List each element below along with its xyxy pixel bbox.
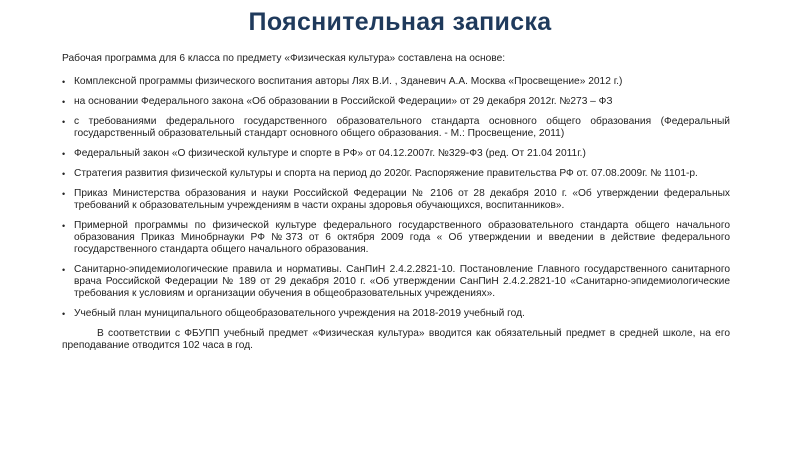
list-item-text: на основании Федерального закона «Об образовании в Российской Федерации» от 29 декабря 2012г. №273 – ФЗ xyxy=(74,96,613,107)
bullet-icon: • xyxy=(62,169,66,179)
closing-paragraph: В соответствии с ФБУПП учебный предмет «Физическая культура» вводится как обязательный предмет в средней школе, на его преподавание отводится 102 часа в год. xyxy=(62,328,730,351)
list-item xyxy=(62,148,730,160)
list-item-text: Примерной программы по физической культуре федерального государственного образовательного стандарта общего начального образования Приказ Минобрнауки РФ №373 от 6 октября 2009 года « Об утверждении и введении в действие федерального государственного стандарта общего начального образования. xyxy=(74,220,730,255)
bullet-icon: • xyxy=(62,221,66,231)
list-item xyxy=(62,116,730,140)
bullet-icon: • xyxy=(62,265,66,275)
bullet-icon: • xyxy=(62,97,66,107)
list-item-text: Приказ Министерства образования и науки Российской Федерации № 2106 от 28 декабря 2010 г. «Об утверждении федеральных требований к образовательным учреждениям в части охраны здоровья обучающихся, воспитанников». xyxy=(74,188,730,211)
list-item xyxy=(62,96,730,108)
bullet-icon: • xyxy=(62,149,66,159)
list-item-text: с требованиями федерального государственного образовательного стандарта основного общего образования (Федеральный государственный образовательный стандарт основного общего образования. - М.: Просвещение, 2011) xyxy=(74,116,730,139)
list-item xyxy=(62,168,730,180)
bullet-icon: • xyxy=(62,77,66,87)
bullet-icon: • xyxy=(62,189,66,199)
basis-list xyxy=(62,76,730,320)
list-item xyxy=(62,220,730,256)
slide-title: Пояснительная записка xyxy=(248,8,552,36)
list-item-text: Комплексной программы физического воспитания авторы Лях В.И. , Зданевич А.А. Москва «Просвещение» 2012 г.) xyxy=(74,76,623,87)
list-item xyxy=(62,188,730,212)
list-item-text: Федеральный закон «О физической культуре и спорте в РФ» от 04.12.2007г. №329-Ф3 (ред. От 21.04 2011г.) xyxy=(74,148,586,159)
list-item-text: Учебный план муниципального общеобразовательного учреждения на 2018-2019 учебный год. xyxy=(74,308,525,319)
slide-body xyxy=(62,53,730,352)
list-item-text: Стратегия развития физической культуры и спорта на период до 2020г. Распоряжение правительства РФ от. 07.08.2009г. № 1101-р. xyxy=(74,168,698,179)
list-item xyxy=(62,308,730,320)
intro-paragraph: Рабочая программа для 6 класса по предмету «Физическая культура» составлена на основе: xyxy=(62,53,506,64)
list-item xyxy=(62,264,730,300)
bullet-icon: • xyxy=(62,309,66,319)
list-item xyxy=(62,76,730,88)
list-item-text: Санитарно-эпидемиологические правила и нормативы. СанПиН 2.4.2.2821-10. Постановление Главного государственного санитарного врача Российской Федерации № 189 от 29 декабря 2010 г. «Об утверждении СанПиН 2.4.2.2821-10 «Санитарно-эпидемиологические требования к условиям и организации обучения в общеобразовательных учреждениях». xyxy=(74,264,730,299)
bullet-icon: • xyxy=(62,117,66,127)
